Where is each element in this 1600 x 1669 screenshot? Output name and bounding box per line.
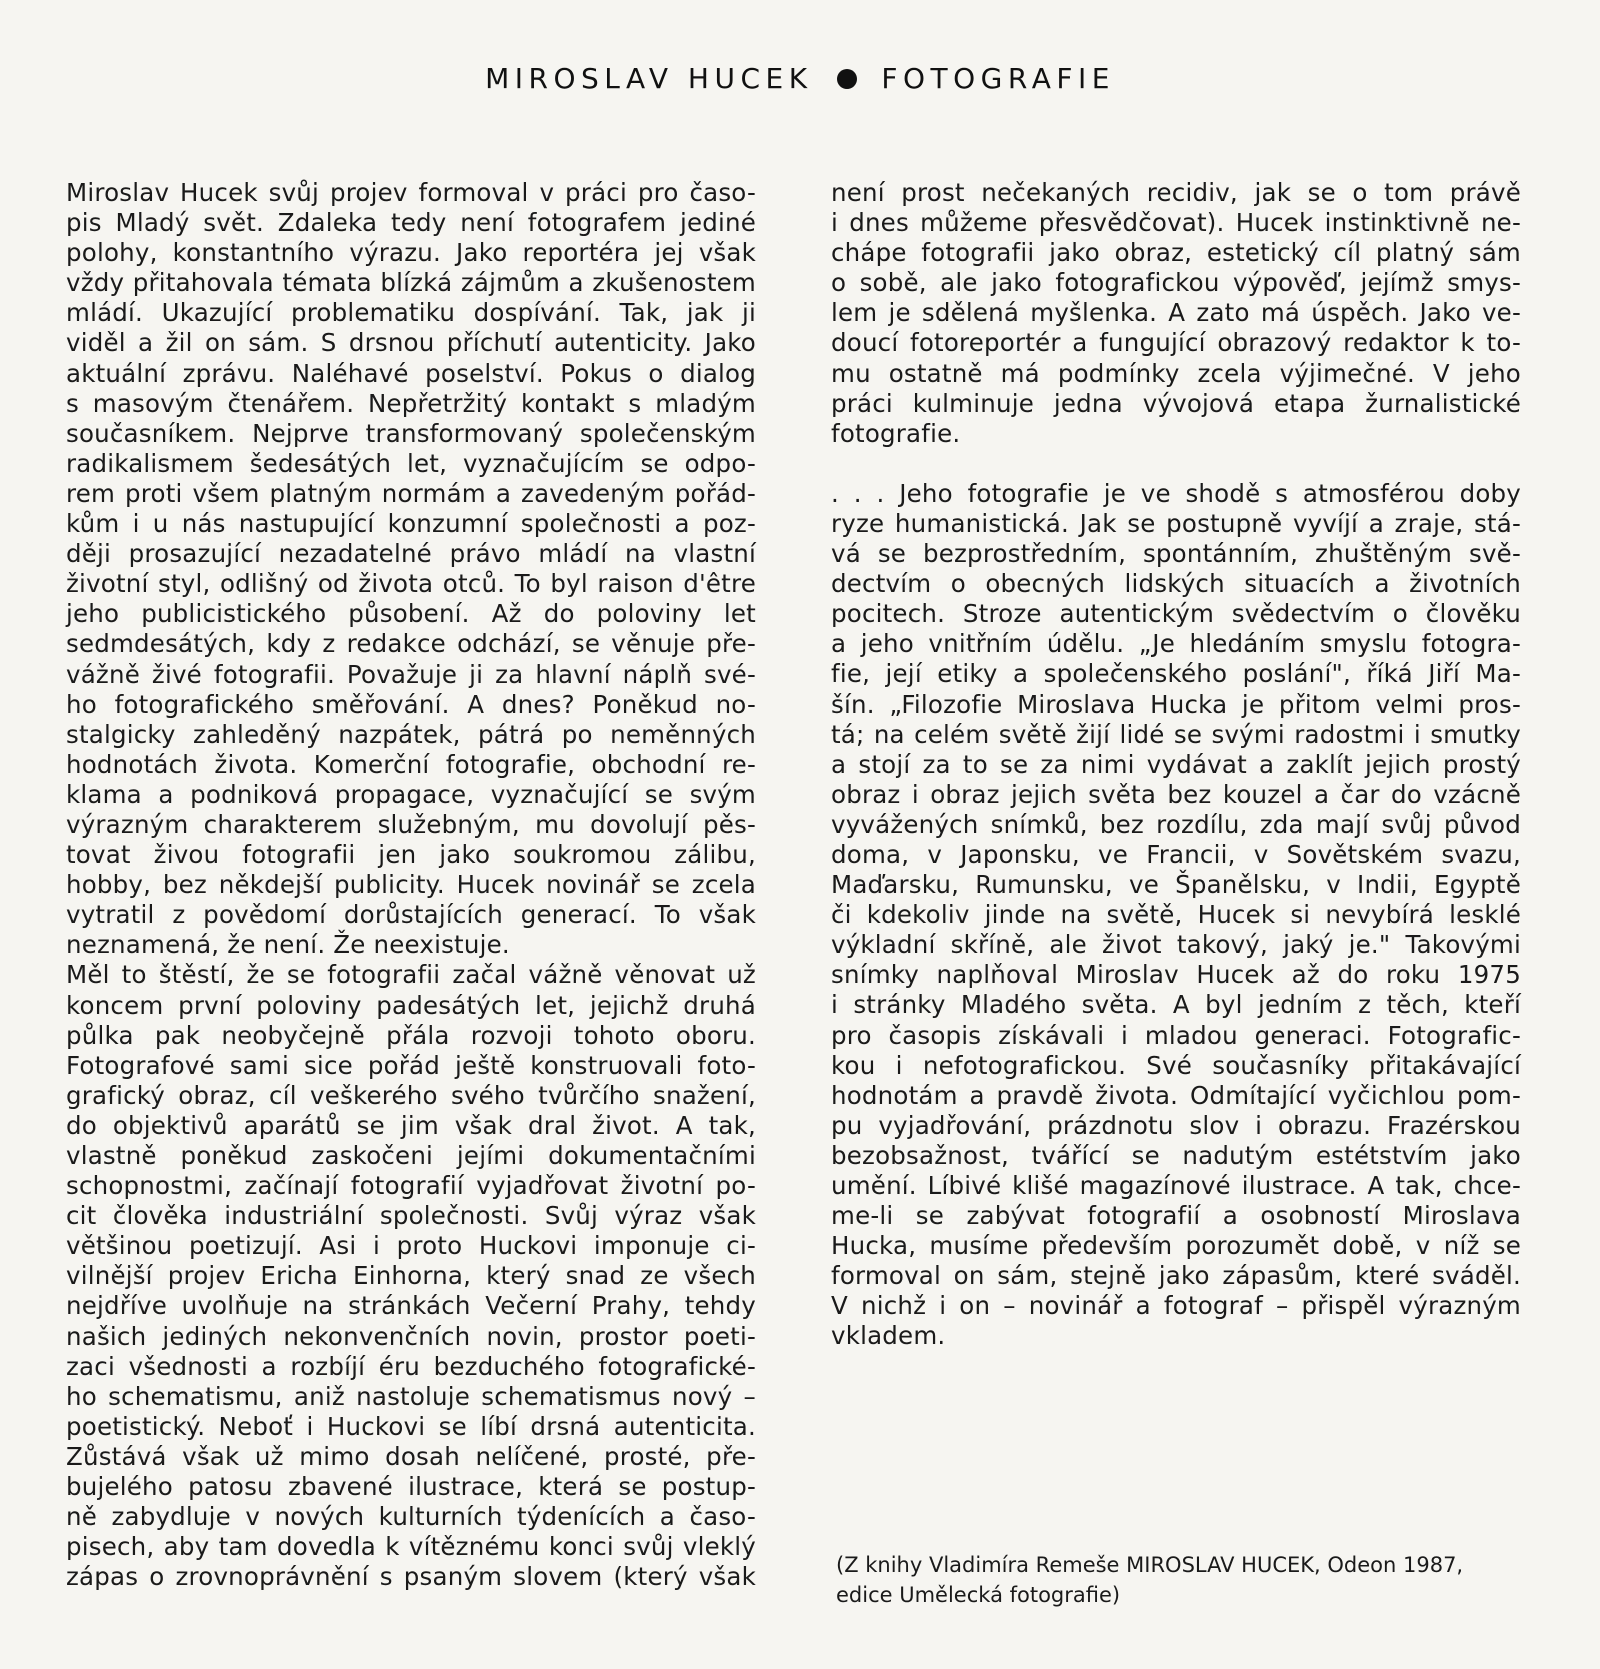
text-line: viděl a žil on sám. S drsnou příchutí autenticity. Jako xyxy=(66,328,756,358)
text-line: V nichž i on – novinář a fotograf – přispěl výrazným xyxy=(831,1291,1521,1321)
text-line: ho schematismu, aniž nastoluje schematismus nový – xyxy=(66,1381,756,1411)
citation xyxy=(836,1550,1526,1610)
text-line: půlka pak neobyčejně přála rozvoji tohoto oboru. xyxy=(66,1020,756,1050)
header-author: MIROSLAV HUCEK xyxy=(485,62,813,95)
text-line: schopnostmi, začínají fotografií vyjadřovat životní po- xyxy=(66,1171,756,1201)
text-line: vyvážených snímků, bez rozdílu, zda mají svůj původ xyxy=(831,809,1521,839)
text-line: klama a podniková propagace, vyznačující se svým xyxy=(66,779,756,809)
citation-line-2: edice Umělecká fotografie) xyxy=(836,1583,1121,1607)
page-header xyxy=(0,62,1600,95)
text-line: chápe fotografii jako obraz, estetický cíl platný sám xyxy=(831,238,1521,268)
text-line: mu ostatně má podmínky zcela výjimečné. V jeho xyxy=(831,358,1521,388)
text-line: bujelého patosu zbavené ilustrace, která se postup- xyxy=(66,1472,756,1502)
text-line: cit člověka industriální společnosti. Svůj výraz však xyxy=(66,1201,756,1231)
text-line: polohy, konstantního výrazu. Jako reportéra jej však xyxy=(66,238,756,268)
text-line: fotografie. xyxy=(831,418,961,448)
text-line: umění. Líbivé klišé magazínové ilustrace. A tak, chce- xyxy=(831,1171,1521,1200)
text-line: . . . Jeho fotografie je ve shodě s atmosférou doby xyxy=(831,478,1521,508)
right-paragraph-1 xyxy=(831,178,1521,449)
text-line: bezobsažnost, tvářící se nadutým estétstvím jako xyxy=(831,1140,1521,1170)
text-line: našich jediných nekonvenčních novin, prostor poeti- xyxy=(66,1321,756,1351)
text-line: neznamená, že není. Že neexistuje. xyxy=(66,930,510,960)
text-line: pu vyjadřování, prázdnotu slov i obrazu. Frazérskou xyxy=(831,1110,1521,1140)
text-line: snímky naplňoval Miroslav Hucek až do roku 1975 xyxy=(831,960,1521,990)
text-line: hodnotách života. Komerční fotografie, obchodní re- xyxy=(66,749,756,779)
text-line: pis Mladý svět. Zdaleka tedy není fotografem jediné xyxy=(66,208,756,238)
text-line: poetistický. Neboť i Huckovi se líbí drsná autenticita. xyxy=(66,1411,756,1441)
header-title: FOTOGRAFIE xyxy=(881,62,1115,95)
text-line: zaci všednosti a rozbíjí éru bezduchého fotografické- xyxy=(66,1351,756,1381)
text-line: fie, její etiky a společenského poslání", říká Jiří Ma- xyxy=(831,659,1521,689)
text-line: či kdekoliv jinde na světě, Hucek si nevybírá lesklé xyxy=(831,900,1521,930)
text-line: Maďarsku, Rumunsku, ve Španělsku, v Indii, Egyptě xyxy=(831,870,1521,900)
text-line: Fotografové sami sice pořád ještě konstruovali foto- xyxy=(66,1050,756,1080)
text-line: aktuální zprávu. Naléhavé poselství. Pokus o dialog xyxy=(66,358,756,388)
text-line: Měl to štěstí, že se fotografii začal vážně věnovat už xyxy=(66,960,756,990)
text-line: doma, v Japonsku, ve Francii, v Sovětském svazu, xyxy=(831,839,1521,869)
text-line: většinou poetizují. Asi i proto Huckovi imponuje ci- xyxy=(66,1231,756,1261)
text-line: radikalismem šedesátých let, vyznačujícím se odpo- xyxy=(66,448,756,478)
text-line: s masovým čtenářem. Nepřetržitý kontakt s mladým xyxy=(66,388,756,418)
text-line: nejdříve uvolňuje na stránkách Večerní Prahy, tehdy xyxy=(66,1291,756,1321)
bullet-dot-icon xyxy=(837,69,857,89)
text-line: výkladní skříně, ale život takový, jaký je." Takovými xyxy=(831,930,1521,960)
text-line: Zůstává však už mimo dosah nelíčené, prosté, pře- xyxy=(66,1441,756,1471)
text-line: vždy přitahovala témata blízká zájmům a zkušenostem xyxy=(66,268,756,298)
text-line: práci kulminuje jedna vývojová etapa žurnalistické xyxy=(831,388,1521,418)
text-line: hodnotám a pravdě života. Odmítající vyčichlou pom- xyxy=(831,1080,1521,1110)
text-line: vkladem. xyxy=(831,1321,946,1351)
text-line: kům i u nás nastupující konzumní společnosti a poz- xyxy=(66,509,756,539)
text-line: mládí. Ukazující problematiku dospívání. Tak, jak ji xyxy=(66,298,756,328)
right-column xyxy=(831,178,1521,1352)
text-line: tá; na celém světě žijí lidé se svými radostmi i smutky xyxy=(831,719,1521,749)
text-line: výrazným charakterem služebným, mu dovolují pěs- xyxy=(66,809,756,839)
text-line: kou i nefotografickou. Své současníky přitakávající xyxy=(831,1050,1521,1080)
text-line: hobby, bez někdejší publicity. Hucek novinář se zcela xyxy=(66,870,756,900)
text-line: grafický obraz, cíl veškerého svého tvůrčího snažení, xyxy=(66,1080,756,1110)
text-line: dectvím o obecných lidských situacích a životních xyxy=(831,569,1521,599)
text-line: doucí fotoreportér a fungující obrazový redaktor k to- xyxy=(831,328,1521,358)
text-line: Miroslav Hucek svůj projev formoval v práci pro časo- xyxy=(66,178,756,207)
text-line: rem proti všem platným normám a zavedeným pořád- xyxy=(66,478,756,508)
text-line: sedmdesátých, kdy z redakce odchází, se věnuje pře- xyxy=(66,629,756,659)
text-line: a jeho vnitřním údělu. „Je hledáním smyslu fotogra- xyxy=(831,629,1521,659)
text-line: pro časopis získávali i mladou generaci. Fotografic- xyxy=(831,1020,1521,1050)
text-line: jeho publicistického působení. Až do poloviny let xyxy=(66,599,756,629)
text-line: ně zabydluje v nových kulturních týdenících a časo- xyxy=(66,1502,756,1532)
text-line: není prost nečekaných recidiv, jak se o tom právě xyxy=(831,178,1521,207)
text-line: i stránky Mladého světa. A byl jedním z těch, kteří xyxy=(831,990,1521,1020)
right-paragraph-2 xyxy=(831,479,1521,1352)
text-line: ryze humanistická. Jak se postupně vyvíjí a zraje, stá- xyxy=(831,508,1521,538)
text-line: šín. „Filozofie Miroslava Hucka je přitom velmi pros- xyxy=(831,689,1521,719)
text-line: životní styl, odlišný od života otců. To byl raison d'être xyxy=(66,569,756,599)
text-line: obraz i obraz jejich světa bez kouzel a čar do vzácně xyxy=(831,779,1521,809)
text-line: současníkem. Nejprve transformovaný společenským xyxy=(66,418,756,448)
citation-line-1: (Z knihy Vladimíra Remeše MIROSLAV HUCEK, Odeon 1987, xyxy=(836,1553,1464,1577)
text-line: ho fotografického směřování. A dnes? Poněkud no- xyxy=(66,689,756,719)
text-line: i dnes můžeme přesvědčovat). Hucek instinktivně ne- xyxy=(831,208,1521,238)
text-line: a stojí za to se za nimi vydávat a zaklít jejich prostý xyxy=(831,749,1521,779)
text-line: me-li se zabývat fotografií a osobností Miroslava xyxy=(831,1201,1521,1231)
text-line: vytratil z povědomí dorůstajících generací. To však xyxy=(66,900,756,930)
left-column xyxy=(66,178,756,1592)
text-line: lem je sdělená myšlenka. A zato má úspěch. Jako ve- xyxy=(831,298,1521,328)
text-line: do objektivů aparátů se jim však dral život. A tak, xyxy=(66,1110,756,1140)
text-line: koncem první poloviny padesátých let, jejichž druhá xyxy=(66,990,756,1020)
text-line: ději prosazující nezadatelné právo mládí na vlastní xyxy=(66,539,756,569)
text-line: pisech, aby tam dovedla k vítěznému konci svůj vleklý xyxy=(66,1532,756,1562)
text-line: vážně živé fotografii. Považuje ji za hlavní náplň své- xyxy=(66,659,756,689)
text-line: Hucka, musíme především porozumět době, v níž se xyxy=(831,1231,1521,1261)
text-line: vilnější projev Ericha Einhorna, který snad ze všech xyxy=(66,1261,756,1291)
paragraph-gap xyxy=(831,449,1521,479)
text-line: zápas o zrovnoprávnění s psaným slovem (který však xyxy=(66,1562,756,1592)
text-line: formoval on sám, stejně jako zápasům, které sváděl. xyxy=(831,1261,1521,1291)
text-line: pocitech. Stroze autentickým svědectvím o člověku xyxy=(831,599,1521,629)
text-line: vá se bezprostředním, spontánním, zhuštěným svě- xyxy=(831,539,1521,569)
text-line: o sobě, ale jako fotografickou výpověď, jejímž smys- xyxy=(831,268,1521,298)
text-line: stalgicky zahleděný nazpátek, pátrá po neměnných xyxy=(66,719,756,749)
text-line: tovat živou fotografii jen jako soukromou zálibu, xyxy=(66,840,756,870)
text-line: vlastně poněkud zaskočeni jejími dokumentačními xyxy=(66,1141,756,1170)
